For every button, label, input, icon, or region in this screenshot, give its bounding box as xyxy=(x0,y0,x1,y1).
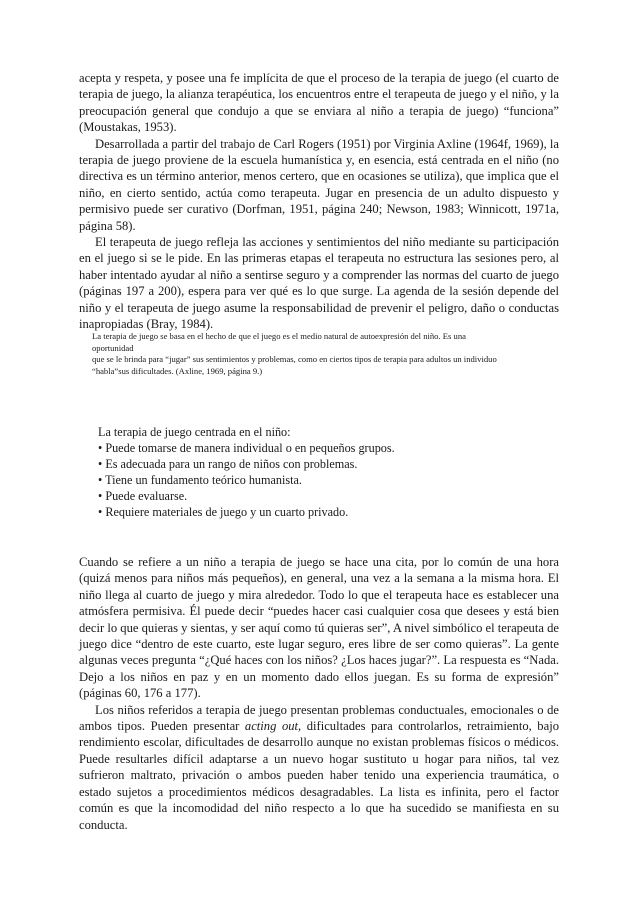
bullet-item: • Puede tomarse de manera individual o en pequeños grupos. xyxy=(98,441,395,456)
quote-line: oportunidad xyxy=(92,342,134,353)
bullet-item: • Es adecuada para un rango de niños con problemas. xyxy=(98,457,358,472)
quote-line: La terapia de juego se basa en el hecho de que el juego es el medio natural de autoexpresión del niño. Es una xyxy=(92,331,466,341)
paragraph-therapist-role: El terapeuta de juego refleja las acciones y sentimientos del niño mediante su participación en el juego si se le pide. En las primeras etapas el terapeuta no estructura las sesiones pero, al haber intentado ayudar al niño a sentirse seguro y a comprender las normas del cuarto de juego (páginas 197 a 200), espera para ver qué es lo que surge. La agenda de la sesión depende del niño y el terapeuta de juego asume la responsabilidad de prevenir el peligro, daño o conductas inapropiadas (Bray, 1984). xyxy=(79,235,559,332)
box-title: La terapia de juego centrada en el niño: xyxy=(98,425,291,439)
italic-term: acting out, xyxy=(244,719,302,734)
section-top xyxy=(79,70,559,333)
summary-box xyxy=(98,424,518,521)
quote-line: que se le brinda para “jugar” sus sentimientos y problemas, como en ciertos tipos de terapia para adultos un individuo xyxy=(92,354,497,365)
quote-line: “habla”sus dificultades. (Axline, 1969, página 9.) xyxy=(92,365,263,376)
bullet-item: • Tiene un fundamento teórico humanista. xyxy=(98,473,302,488)
text-span: Los niños referidos a terapia de juego presentan problemas conductuales, emocionales o de ambos tipos. Pueden presentar xyxy=(79,702,559,734)
section-bottom xyxy=(79,554,559,833)
text-span: dificultades para controlarlos, retraimiento, bajo rendimiento escolar, dificultades de desarrollo aunque no existan problemas físicos o médicos. Puede resultarles difícil adaptarse a un nuevo hogar sustituto u hogar para niños, tal vez sufrieron maltrato, privación o ambos pueden haber tenido una experiencia traumática, o estado sujetos a procedimientos médicos desagradables. La lista es infinita, pero el factor común es que la incomodidad del niño respecto a lo que ha sucedido se manifiesta en su conducta. xyxy=(79,719,559,832)
axline-quote xyxy=(92,331,562,377)
paragraph-session: Cuando se refiere a un niño a terapia de juego se hace una cita, por lo común de una hora (quizá menos para niños más pequeños), en general, una vez a la semana a la misma hora. El niño llega al cuarto de juego y mira alrededor. Todo lo que el terapeuta hace es establecer una atmósfera permisiva. Él puede decir “puedes hacer casi cualquier cosa que desees y está bien decir lo que quieras y sientas, y ser aquí como tú quieras ser”, A nivel simbólico el terapeuta de juego dice “dentro de este cuarto, este lugar seguro, eres libre de ser como quieras”. La gente algunas veces pregunta “¿Qué haces con los niños? ¿Los haces jugar?”. La respuesta es “Nada. Dejo a los niños en paz y en un momento dado ellos juegan. Es su forma de expresión” (páginas 60, 176 a 177). xyxy=(79,555,559,701)
bullet-item: • Requiere materiales de juego y un cuarto privado. xyxy=(98,505,349,520)
paragraph-referrals xyxy=(79,702,559,833)
bullet-item: • Puede evaluarse. xyxy=(98,489,188,504)
paragraph-axline: Desarrollada a partir del trabajo de Carl Rogers (1951) por Virginia Axline (1964f, 1969), la terapia de juego proviene de la escuela humanística y, en esencia, está centrada en el niño (no directiva es un término anterior, menos certero, que en ocasiones se utiliza), que implica que el niño, en cierto sentido, actúa como terapeuta. Jugar en presencia de un adulto dispuesto y permisivo puede ser curativo (Dorfman, 1951, página 240; Newson, 1983; Winnicott, 1971a, página 58). xyxy=(79,136,559,233)
paragraph-continued: acepta y respeta, y posee una fe implícita de que el proceso de la terapia de juego (el cuarto de terapia de juego, la alianza terapéutica, los encuentros entre el terapeuta de juego y el niño, y la preocupación general que condujo a que se enviara al niño a terapia de juego) “funciona” (Moustakas, 1953). xyxy=(79,71,559,135)
